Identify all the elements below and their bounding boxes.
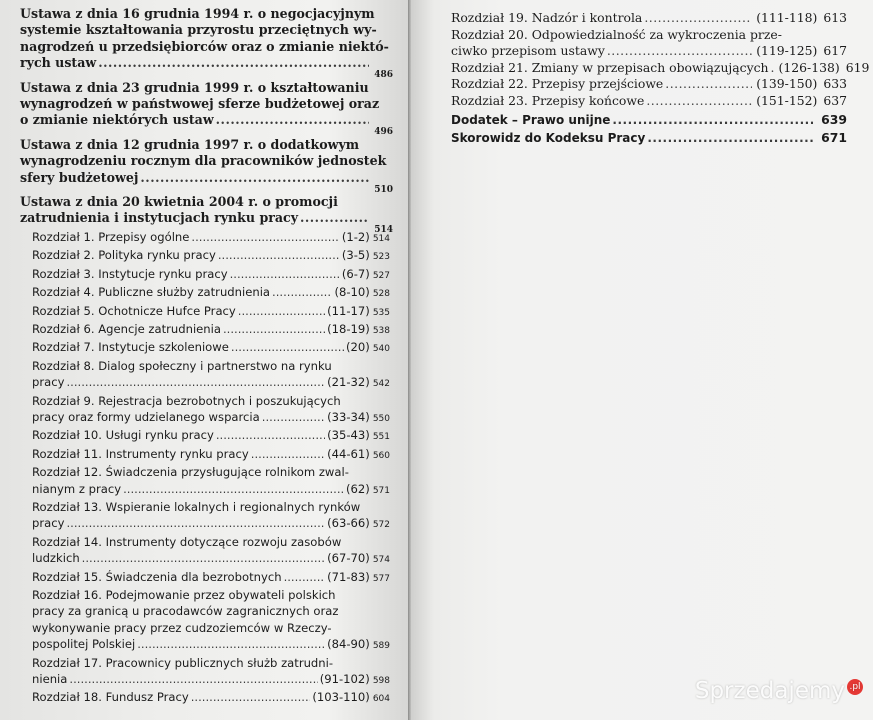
chapter-entry [20,339,390,357]
act-entry-text: sfery budżetowej [20,169,139,185]
chapter-entry-text: Rozdział 17. Pracownicy publicznych służb zatrudni- [32,655,334,670]
chapter-entry [20,266,390,284]
chapter-entry-line [451,43,847,60]
chapter-entry-line [20,464,390,480]
chapter-entry-line [20,655,390,671]
chapter-entry-page-number: 574 [372,555,390,566]
chapter-entry-page-number: 523 [372,252,390,263]
chapter-entry [20,534,390,569]
chapter-entry-articles: (67-70) [327,551,370,566]
act-entry [20,136,393,195]
chapter-entry-articles: (44-61) [327,446,370,461]
chapter-entry-text: Rozdział 6. Agencje zatrudnienia [32,321,221,336]
chapter-entry-text: Rozdział 10. Usługi rynku pracy [32,428,214,443]
chapter-entry-text: Rozdział 19. Nadzór i kontrola [451,10,643,25]
chapter-entry [20,321,390,339]
chapter-entry [20,689,390,707]
chapter-entry-articles: (1-2) [341,229,370,244]
leader-dots [300,210,369,226]
leader-dots [66,374,325,390]
appendix-entry-line [451,112,847,129]
chapter-entry-page-number: 572 [372,520,390,531]
chapter-entry-text: Rozdział 9. Rejestracja bezrobotnych i poszukujących [32,393,341,408]
chapter-entry-text: Rozdział 23. Przepisy końcowe [451,92,645,108]
chapter-entry-line [20,358,390,374]
chapter-entry-line [20,266,390,284]
chapter-entry-text: Rozdział 20. Odpowiedzialność za wykroczenia prze- [451,26,782,42]
leader-dots [646,93,752,110]
leader-dots [69,671,317,687]
chapter-entry-text: pracy [32,516,65,531]
chapter-entry [451,10,847,27]
appendix-entry-line [451,130,847,147]
chapter-entry-line [20,303,390,321]
chapter-entry-page-number: 613 [823,10,847,25]
chapter-entry-articles: (151-152) [756,92,818,108]
leader-dots [137,636,325,652]
chapter-entry [451,76,847,93]
chapter-entry [20,393,390,428]
right-toc [451,10,870,147]
chapter-entry-articles: (84-90) [327,637,370,652]
chapter-entry [20,464,390,499]
chapter-entry-articles: (111-118) [756,10,818,25]
leader-dots [223,321,325,337]
act-entry-text: Ustawa z dnia 12 grudnia 1997 r. o dodatkowym [20,136,360,152]
act-entry-line [20,153,387,169]
chapter-entry-page-number: 619 [845,59,870,75]
chapter-entry-text: Rozdział 18. Fundusz Pracy [32,690,189,705]
chapter-entry-articles: (63-66) [327,516,370,531]
chapter-entry-articles: (18-19) [327,321,370,336]
chapter-entry-text: Rozdział 7. Instytucje szkoleniowe [32,340,229,355]
chapter-entry-page-number: 633 [823,76,847,92]
chapter-entry-text: pracy [32,375,65,390]
chapter-entry-articles: (8-10) [334,285,370,300]
chapter-entry [20,655,390,690]
chapter-entry-page-number: 617 [823,43,847,59]
chapter-entry [451,27,847,60]
act-entry [20,79,393,138]
act-entry-page-number: 486 [374,70,393,81]
appendix-entry [451,130,847,147]
chapter-entry-page-number: 551 [372,432,390,443]
chapter-entry-text: pospolitej Polskiej [32,637,136,652]
chapter-entry-articles: (62) [346,481,370,496]
chapter-entry-page-number: 560 [372,450,390,461]
leader-dots [612,112,813,129]
chapter-entry-page-number: 604 [372,694,390,705]
chapter-entry-articles: (20) [346,340,370,355]
leader-dots [644,10,752,27]
chapter-entry-line [451,27,847,44]
chapter-entry-page-number: 598 [372,676,390,687]
chapter-entry-line [20,534,390,550]
chapter-entry-line [451,59,870,77]
chapter-entry-articles: (21-32) [327,375,370,390]
leader-dots [218,247,340,263]
act-entry-text: wynagrodzeń w państwowej sferze budżetowej oraz [20,96,380,112]
leader-dots [771,60,775,77]
chapter-entry-text: ludzkich [32,551,80,566]
chapter-entry-line [20,499,390,515]
chapter-entry-line [20,603,390,619]
chapter-entry [20,569,390,587]
chapter-entry-articles: (103-110) [312,690,370,705]
chapter-entry [20,229,390,247]
chapter-entry-line [20,339,390,357]
chapter-entry-text: Rozdział 15. Świadczenia dla bezrobotnych [32,569,282,584]
leader-dots [231,339,344,355]
chapter-entry-text: Rozdział 3. Instytucje rynku pracy [32,266,228,281]
appendix-entry-text: Dodatek – Prawo unijne [451,112,611,127]
chapter-entry-page-number: 514 [372,233,390,244]
chapter-entry-line [20,427,390,445]
chapter-entry-line [20,689,390,707]
act-entry-line [20,210,393,236]
leader-dots [284,569,326,585]
chapter-entry-line [20,620,390,636]
chapter-entry [20,427,390,445]
appendix-entry-page-number: 671 [821,130,847,146]
chapter-entry-text: pracy oraz formy udzielanego wsparcia [32,409,260,424]
appendix-entry [451,112,847,129]
act-entry-line [20,194,375,210]
watermark-logo [695,678,863,704]
chapter-entry-articles: (139-150) [756,76,818,92]
chapter-entry-text: Rozdział 11. Instrumenty rynku pracy [32,446,249,461]
chapter-entry-text: wykonywanie pracy przez cudzoziemców w Rzeczy- [32,620,332,635]
chapter-entry-text: nienia [32,672,68,687]
chapter-entry-page-number: 535 [372,307,390,318]
watermark-badge: .pl [847,679,863,695]
leader-dots [665,76,752,93]
chapter-entry-articles: (126-138) [778,59,840,75]
act-entry-text: systemie kształtowania przyrostu przeciętnych wy- [20,22,377,38]
leader-dots [82,550,325,566]
chapter-entry-articles: (3-5) [341,248,370,263]
chapter-entry-text: Rozdział 16. Podejmowanie przez obywateli polskich [32,588,336,602]
act-entry-text: rych ustaw [20,55,97,71]
chapter-entry-page-number: 571 [372,485,390,496]
leader-dots [272,284,332,300]
leader-dots [230,266,340,282]
chapter-entry-line [20,409,390,427]
chapter-entry-line [20,284,390,302]
chapter-entry-text: Rozdział 8. Dialog społeczny i partnerstwo na rynku [32,358,332,373]
leader-dots [251,446,325,462]
chapter-entry-line [451,10,847,27]
chapter-entry-line [451,76,847,93]
chapter-entry-text: Rozdział 14. Instrumenty dotyczące rozwoju zasobów [32,534,342,549]
chapter-entry-text: Rozdział 21. Zmiany w przepisach obowiązujących [451,59,769,75]
leader-dots [647,130,813,147]
chapter-entry-line [20,321,390,339]
chapter-entry-page-number: 542 [372,379,390,390]
chapter-entry-page-number: 550 [372,413,390,424]
chapter-entry-page-number: 528 [372,289,390,300]
chapter-entry-articles: (6-7) [341,266,370,281]
act-entry-line [20,112,393,138]
leader-dots [216,427,325,443]
chapter-entry [451,59,870,77]
act-entry-text: zatrudnienia i instytucjach rynku pracy [20,210,299,226]
chapter-entry-text: Rozdział 4. Publiczne służby zatrudnienia [32,285,271,300]
act-entry-text: o zmianie niektórych ustaw [20,112,214,128]
leader-dots [123,481,344,497]
act-entry-line [20,6,375,22]
chapter-entry [20,284,390,302]
left-page [0,0,410,720]
leader-dots [238,303,325,319]
act-entry-line [20,55,393,81]
leader-dots [191,689,311,705]
chapter-entry [451,93,847,110]
chapter-entry-line [20,636,390,654]
chapter-entry-line [20,393,390,409]
chapter-entry [20,587,390,655]
chapter-entry-text: ciwko przepisom ustawy [451,43,605,59]
chapter-entry-text: Rozdział 22. Przepisy przejściowe [451,76,664,92]
act-entry-text: wynagrodzeniu rocznym dla pracowników jednostek [20,153,387,169]
chapter-entry-page-number: 637 [823,92,847,108]
act-entry-text: Ustawa z dnia 16 grudnia 1994 r. o negocjacyjnym [20,6,375,21]
watermark-text: Sprzedajemy [694,678,845,704]
act-entry-line [20,137,375,153]
leader-dots [216,112,370,128]
chapter-entry-articles: (33-34) [327,409,370,424]
chapter-entry-line [20,229,390,247]
act-entry-page-number: 510 [374,184,393,195]
chapter-entry [20,247,390,265]
act-entry [20,6,393,81]
act-entry-text: nagrodzeń u przedsiębiorców oraz o zmianie niektó- [20,38,389,54]
chapter-entry-page-number: 538 [372,325,390,336]
leader-dots [191,229,339,245]
act-entry-text: Ustawa z dnia 20 kwietnia 2004 r. o promocji [20,194,338,210]
chapter-entry-text: nianym z pracy [32,481,122,496]
chapter-entry-articles: (71-83) [327,569,370,584]
chapter-entry-line [20,374,390,392]
chapter-entry-text: Rozdział 13. Wspieranie lokalnych i regionalnych rynków [32,499,361,514]
chapter-entry-line [20,481,390,499]
chapter-entry-page-number: 589 [372,641,390,652]
chapter-entry-text: Rozdział 12. Świadczenia przysługujące rolnikom zwal- [32,465,349,480]
chapter-entry-line [20,671,390,689]
chapter-entry-page-number: 577 [372,573,390,584]
chapter-entry-line [20,550,390,568]
chapter-entry [20,303,390,321]
leader-dots [140,170,369,186]
chapter-entry-articles: (119-125) [756,43,818,59]
chapter-entry-text: Rozdział 5. Ochotnicze Hufce Pracy [32,303,236,318]
act-entry-line [20,96,380,112]
chapter-entry-articles: (35-43) [327,428,370,443]
leader-dots [66,515,325,531]
act-entry-line [20,38,389,55]
chapter-entry [20,499,390,534]
chapter-entry-text: pracy za granicą u pracodawców zagranicznych oraz [32,604,339,619]
chapter-entry-line [451,93,847,110]
chapter-entry-articles: (91-102) [319,672,370,687]
act-entry [20,194,393,236]
chapter-entry-page-number: 540 [372,344,390,355]
chapter-entry [20,446,390,464]
act-entry-line [20,169,393,195]
act-entry-page-number: 496 [374,127,393,138]
act-entry-line [20,22,375,38]
chapter-entry-articles: (11-17) [327,303,370,318]
chapter-entry [20,358,390,393]
chapter-entry-line [20,569,390,587]
right-page [411,0,873,720]
chapter-entry-text: Rozdział 2. Polityka rynku pracy [32,248,216,263]
chapter-entry-page-number: 527 [372,270,390,281]
act-entry-text: Ustawa z dnia 23 grudnia 1999 r. o kształtowaniu [20,79,369,95]
appendix-entry-page-number: 639 [821,111,847,127]
appendix-entry-text: Skorowidz do Kodeksu Pracy [451,131,646,146]
leader-dots [607,43,752,60]
act-entry-page-number: 514 [374,225,393,236]
chapter-entry-line [20,446,390,464]
chapter-entry-line [20,515,390,533]
leader-dots [262,409,325,425]
chapter-entry-line [20,587,390,603]
chapter-entry-text: Rozdział 1. Przepisy ogólne [32,229,190,244]
act-entry-line [20,80,375,96]
leader-dots [98,55,369,71]
chapter-entry-line [20,247,390,265]
left-toc [20,6,393,708]
